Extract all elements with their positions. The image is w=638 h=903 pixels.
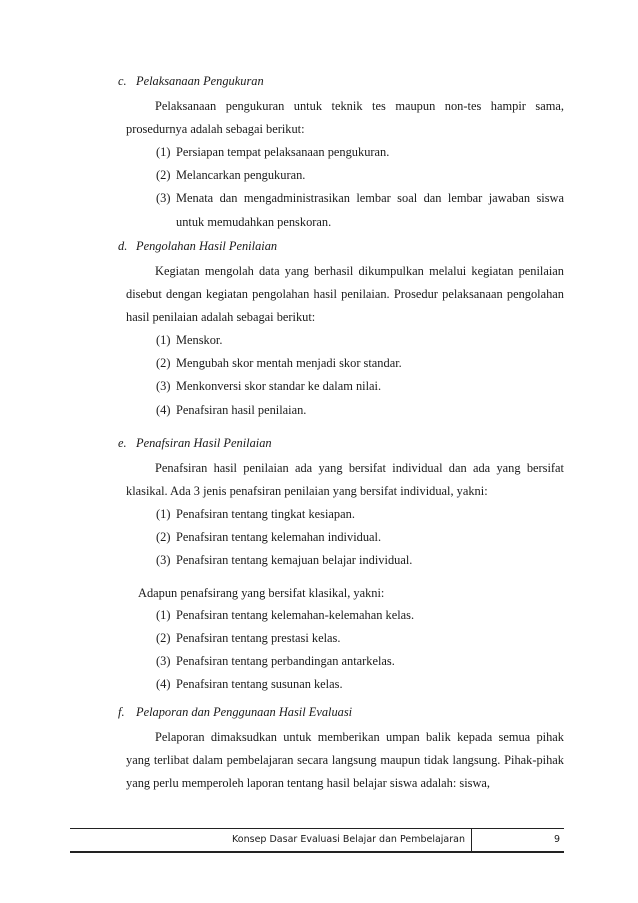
section-e <box>118 433 564 696</box>
paragraph-text: Pelaksanaan pengukuran untuk teknik tes maupun non-tes hampir sama, prosedurnya adalah sebagai berikut: <box>126 99 564 136</box>
item-text: Menata dan mengadministrasikan lembar soal dan lembar jawaban siswa untuk memudahkan penskoran. <box>176 191 564 229</box>
item-text: Menkonversi skor standar ke dalam nilai. <box>176 379 382 394</box>
paragraph-text: Kegiatan mengolah data yang berhasil dikumpulkan melalui kegiatan penilaian disebut dengan kegiatan pengolahan hasil penilaian. Prosedur pelaksanaan pengolahan hasil penilaian adalah sebagai berikut: <box>126 264 564 324</box>
section-c <box>118 71 564 234</box>
item-number: (4) <box>156 677 171 692</box>
item-number: (3) <box>156 654 171 669</box>
item-text: Penafsiran hasil penilaian. <box>176 402 307 417</box>
list-item <box>156 526 564 549</box>
page-footer <box>70 828 564 853</box>
item-number: (1) <box>156 507 171 521</box>
section-title: Penafsiran Hasil Penilaian <box>136 436 272 450</box>
footer-title: Konsep Dasar Evaluasi Belajar dan Pembelajaran <box>70 829 472 851</box>
paragraph-text: Penafsiran hasil penilaian ada yang bersifat individual dan ada yang bersifat klasikal. Ada 3 jenis penafsiran penilaian yang bersifat individual, yakni: <box>126 461 564 498</box>
item-number: (1) <box>156 607 171 622</box>
item-number: (1) <box>156 145 171 159</box>
item-number: (2) <box>156 530 171 545</box>
paragraph-text: Pelaporan dimaksudkan untuk memberikan umpan balik kepada semua pihak yang terlibat dalam pembelajaran secara langsung maupun tidak langsung. Pihak-pihak yang perlu memperoleh laporan tentang hasil belajar siswa adalah: siswa, <box>126 730 564 790</box>
section-letter: d. <box>118 239 128 253</box>
section-letter: f. <box>118 705 125 719</box>
list-item <box>156 164 564 187</box>
item-text: Penafsiran tentang prestasi kelas. <box>176 630 341 645</box>
item-number: (2) <box>156 168 171 183</box>
item-number: (1) <box>156 333 171 347</box>
item-text: Melancarkan pengukuran. <box>176 168 306 183</box>
numbered-list <box>156 503 564 573</box>
section-letter: c. <box>118 74 127 88</box>
numbered-list <box>156 141 564 234</box>
section-title: Pengolahan Hasil Penilaian <box>136 239 278 253</box>
list-item <box>156 187 564 233</box>
item-number: (4) <box>156 402 171 417</box>
section-paragraph <box>126 260 564 329</box>
item-text: Mengubah skor mentah menjadi skor standar. <box>176 356 402 371</box>
item-text: Menskor. <box>176 333 223 347</box>
item-text: Penafsiran tentang susunan kelas. <box>176 677 343 692</box>
list-item <box>156 604 564 627</box>
list-item <box>156 399 564 422</box>
list-item <box>156 375 564 398</box>
section-title: Pelaporan dan Penggunaan Hasil Evaluasi <box>136 705 353 719</box>
item-text: Penafsiran tentang kelemahan-kelemahan kelas. <box>176 607 415 622</box>
item-number: (2) <box>156 356 171 371</box>
list-item <box>156 549 564 572</box>
section-title: Pelaksanaan Pengukuran <box>136 74 264 88</box>
section-heading <box>118 433 564 457</box>
item-text: Penafsiran tentang perbandingan antarkelas. <box>176 654 395 669</box>
section-heading <box>118 71 564 95</box>
section-d <box>118 236 564 422</box>
numbered-list <box>156 329 564 422</box>
item-text: Penafsiran tentang kelemahan individual. <box>176 530 382 545</box>
section-paragraph <box>126 726 564 795</box>
section-letter: e. <box>118 436 127 450</box>
section-f <box>118 702 564 795</box>
list-item <box>156 329 564 352</box>
list-item <box>156 627 564 650</box>
item-text: Penafsiran tentang kemajuan belajar individual. <box>176 553 413 568</box>
item-number: (3) <box>156 379 171 394</box>
section-paragraph <box>126 95 564 141</box>
item-number: (2) <box>156 630 171 645</box>
section-heading <box>118 702 564 726</box>
list-item <box>156 352 564 375</box>
item-text: Penafsiran tentang tingkat kesiapan. <box>176 507 355 521</box>
item-text: Persiapan tempat pelaksanaan pengukuran. <box>176 145 390 159</box>
list-item <box>156 673 564 696</box>
list-item <box>156 503 564 526</box>
section-paragraph <box>126 457 564 503</box>
section-paragraph-2: Adapun penafsirang yang bersifat klasikal, yakni: <box>138 585 385 600</box>
list-item <box>156 650 564 673</box>
item-number: (3) <box>156 191 171 206</box>
item-number: (3) <box>156 553 171 568</box>
list-item <box>156 141 564 164</box>
numbered-list-2 <box>156 604 564 697</box>
section-heading <box>118 236 564 260</box>
page-number: 9 <box>553 834 560 845</box>
